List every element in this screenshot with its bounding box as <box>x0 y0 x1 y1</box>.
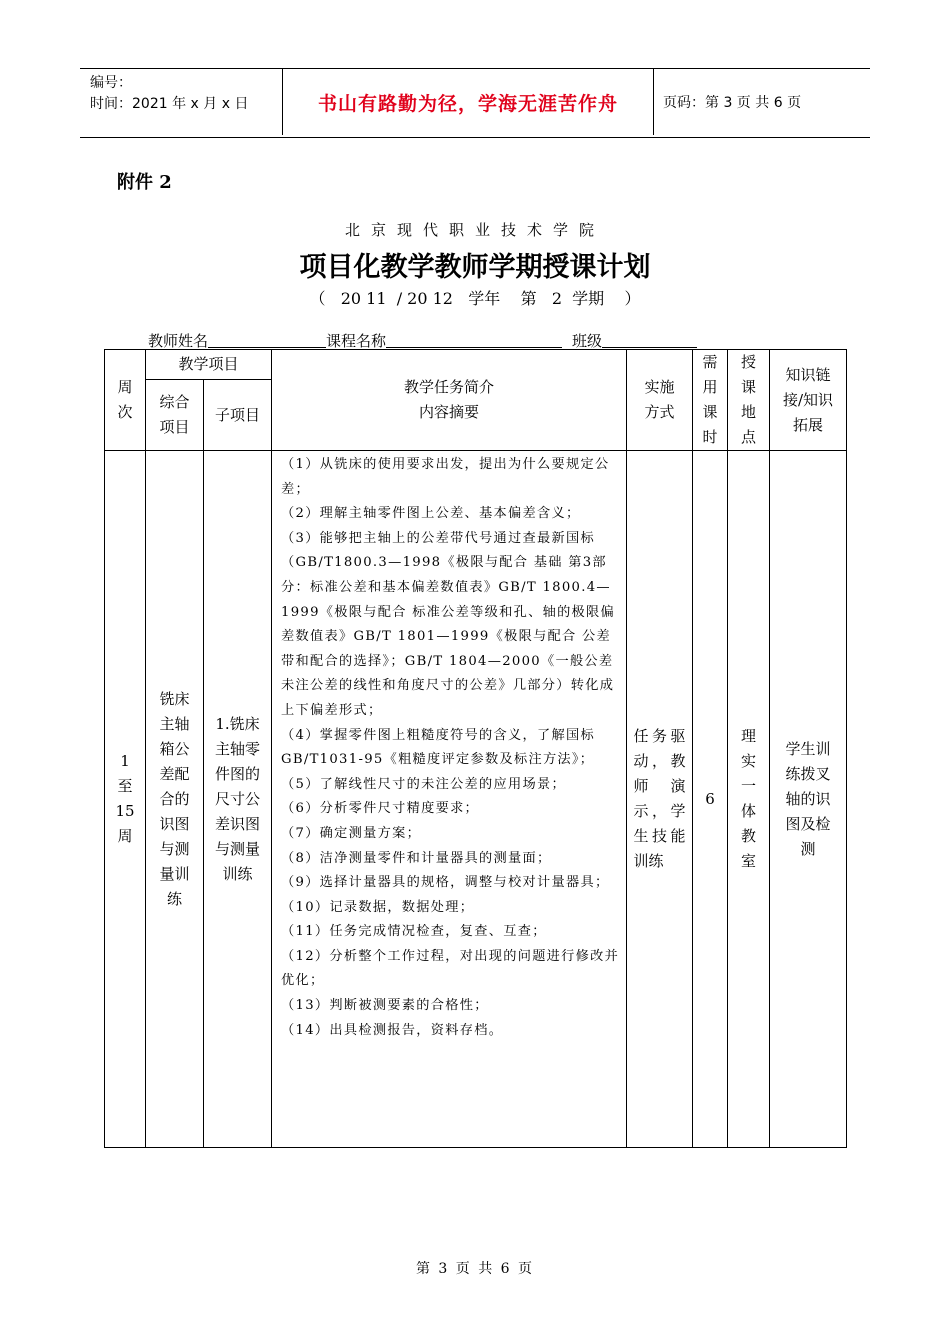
header-project: 教学项目 <box>146 350 272 380</box>
cell-composite: 铣床主轴箱公差配合的识图与测量训练 <box>146 451 204 1148</box>
header-sub: 子项目 <box>204 380 272 451</box>
task-item: （10）记录数据，数据处理； <box>281 899 475 915</box>
task-item: （5）了解线性尺寸的未注公差的应用场景； <box>281 776 566 792</box>
header-method: 实施方式 <box>627 350 693 451</box>
task-item: （3）能够把主轴上的公差带代号通过查最新国标（GB/T1800.3—1998《极限与配合 基础 第3部分：标准公差和基本偏差数值表》GB/T 1800.4—1999《极限与配合 标准公差等级和孔、轴的极限偏差数值表》GB/T 1801—1999《极限与配合 公差带和配合的选择》；GB/T 1804—2000《一般公差 未注公差的线性和角度尺寸的公差》几部分）转化成上下偏差形式； <box>281 530 616 718</box>
task-item: （7）确定测量方案； <box>281 825 422 841</box>
task-item: （2）理解主轴零件图上公差、基本偏差含义； <box>281 506 581 522</box>
task-item: （12）分析整个工作过程，对出现的问题进行修改并优化； <box>281 948 620 989</box>
task-item: （6）分析零件尺寸精度要求； <box>281 801 480 817</box>
attachment-label: 附件 2 <box>117 172 172 193</box>
number-label: 编号： <box>90 75 132 91</box>
cell-extension: 学生训练拨叉轴的识图及检测 <box>770 451 847 1148</box>
cell-week: 1至15周 <box>105 451 146 1148</box>
document-title: 项目化教学教师学期授课计划 <box>299 252 651 283</box>
class-blank <box>602 330 697 348</box>
page-header <box>80 68 870 138</box>
header-week: 周次 <box>105 350 146 451</box>
task-item: （14）出具检测报告，资料存档。 <box>281 1022 504 1038</box>
teacher-label: 教师姓名 <box>148 332 209 350</box>
term-line: （ 20 11 / 20 12 学年 第 2 学期 ） <box>309 289 641 308</box>
cell-sub: 1.铣床主轴零件图的尺寸公差识图与测量训练 <box>204 451 272 1148</box>
teacher-blank <box>208 330 326 348</box>
task-item: （4）掌握零件图上粗糙度符号的含义，了解国标GB/T1031-95《粗糙度评定参数及标注方法》； <box>281 727 595 768</box>
task-item: （13）判断被测要素的合格性； <box>281 998 489 1014</box>
header-location: 授课地点 <box>728 350 770 451</box>
cell-method: 任务驱动，教师演示，学生技能训练 <box>627 451 693 1148</box>
page-label: 页码：第 3 页 共 6 页 <box>663 95 802 111</box>
header-hours: 需用课时 <box>693 350 728 451</box>
time-label: 时间：2021 年 x 月 x 日 <box>90 96 249 112</box>
cell-location: 理实一体教室 <box>728 451 770 1148</box>
header-meta <box>80 69 280 137</box>
school-name: 北京现代职业技术学院 <box>344 221 605 239</box>
cell-tasks <box>272 451 627 1148</box>
course-blank <box>386 330 562 348</box>
course-label: 课程名称 <box>326 332 387 350</box>
header-composite: 综合项目 <box>146 380 204 451</box>
task-item: （11）任务完成情况检查，复查、互查； <box>281 924 547 940</box>
header-summary: 教学任务简介 内容摘要 <box>272 350 627 451</box>
class-label: 班级 <box>572 332 603 350</box>
motto: 书山有路勤为径，学海无涯苦作舟 <box>282 69 654 135</box>
plan-table <box>104 349 847 1148</box>
page-footer: 第 3 页 共 6 页 <box>415 1261 535 1277</box>
header-extension: 知识链接/知识拓展 <box>770 350 847 451</box>
task-item: （1）从铣床的使用要求出发，提出为什么要规定公差； <box>281 457 610 497</box>
task-item: （8）洁净测量零件和计量器具的测量面； <box>281 850 552 866</box>
cell-hours: 6 <box>693 451 728 1148</box>
info-line <box>148 330 697 351</box>
task-item: （9）选择计量器具的规格，调整与校对计量器具； <box>281 875 610 891</box>
